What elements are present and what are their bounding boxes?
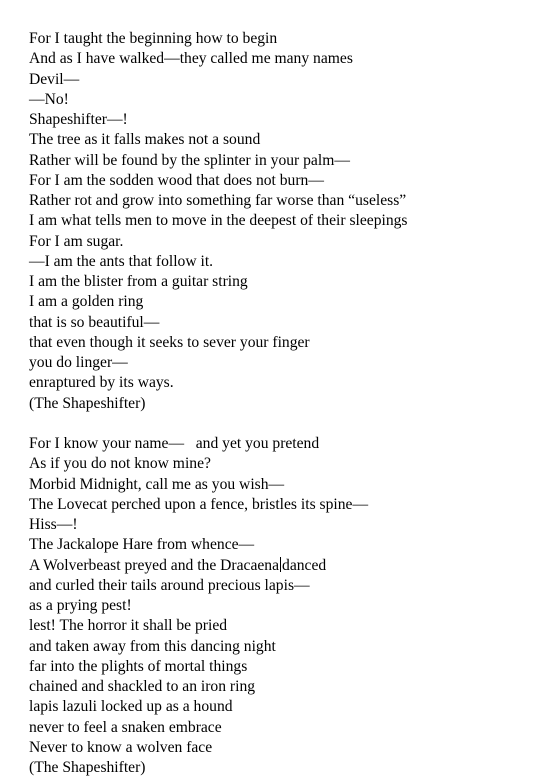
poem-text[interactable] <box>29 29 529 778</box>
poem-line: (The Shapeshifter) <box>29 759 146 776</box>
poem-line: Hiss—! <box>29 516 78 533</box>
poem-line: For I taught the beginning how to begin <box>29 30 278 47</box>
poem-line: The Lovecat perched upon a fence, bristles its spine— <box>29 495 369 513</box>
poem-line: The Jackalope Hare from whence— <box>29 536 255 554</box>
caret-line-after: danced <box>282 556 327 574</box>
poem-line: and curled their tails around precious lapis— <box>29 576 310 594</box>
poem-line: Morbid Midnight, call me as you wish— <box>29 475 285 493</box>
poem-line: that even though it seeks to sever your finger <box>29 333 310 351</box>
poem-line: lapis lazuli locked up as a hound <box>29 698 233 716</box>
poem-line: I am what tells men to move in the deepest of their sleepings <box>29 212 408 230</box>
stanza-1 <box>29 29 529 414</box>
poem-line: and taken away from this dancing night <box>29 637 276 655</box>
poem-line: Rather will be found by the splinter in your palm— <box>29 151 350 169</box>
poem-line: lest! The horror it shall be pried <box>29 617 228 635</box>
poem-line: chained and shackled to an iron ring <box>29 678 256 695</box>
poem-line: as a prying pest! <box>29 597 132 614</box>
poem-line: I am the blister from a guitar string <box>29 273 248 290</box>
poem-line: (The Shapeshifter) <box>29 394 146 412</box>
poem-line: Rather rot and grow into something far worse than “useless” <box>29 192 407 209</box>
poem-line: Devil— <box>29 70 80 88</box>
poem-line: never to feel a snaken embrace <box>29 718 222 736</box>
poem-line: As if you do not know mine? <box>29 455 211 473</box>
poem-line: far into the plights of mortal things <box>29 657 248 675</box>
poem-line: you do linger— <box>29 354 128 371</box>
poem-line: Shapeshifter—! <box>29 111 128 128</box>
stanza-2 <box>29 434 529 778</box>
poem-line: enraptured by its ways. <box>29 374 174 392</box>
poem-line: —I am the ants that follow it. <box>29 252 214 270</box>
poem-line-with-caret <box>29 556 529 576</box>
poem-line: —No! <box>29 90 69 108</box>
poem-line: For I am sugar. <box>29 232 124 250</box>
poem-line: For I am the sodden wood that does not burn— <box>29 171 324 189</box>
poem-line: And as I have walked—they called me many names <box>29 50 353 68</box>
poem-line: The tree as it falls makes not a sound <box>29 131 261 149</box>
text-cursor <box>280 557 281 572</box>
caret-line-before: A Wolverbeast preyed and the Dracaena <box>29 556 280 574</box>
poem-line: that is so beautiful— <box>29 313 160 331</box>
poem-line: I am a golden ring <box>29 293 144 311</box>
poem-line: Never to know a wolven face <box>29 738 213 756</box>
poem-line: For I know your name— and yet you pretend <box>29 435 320 452</box>
